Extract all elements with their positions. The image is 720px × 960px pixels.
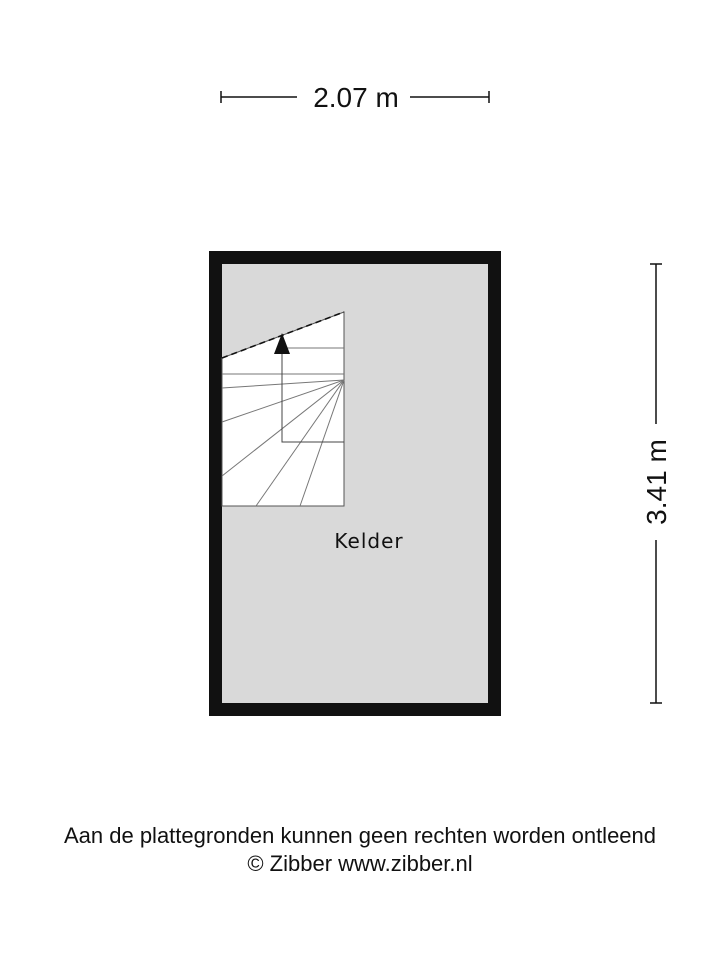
width-label: 2.07 m — [313, 82, 399, 113]
room-label: Kelder — [334, 529, 404, 553]
height-label: 3.41 m — [641, 439, 672, 525]
height-dimension — [641, 264, 672, 703]
width-dimension — [221, 82, 489, 113]
disclaimer-text: Aan de plattegronden kunnen geen rechten worden ontleend — [63, 823, 657, 848]
copyright-text: © Zibber www.zibber.nl — [247, 851, 473, 876]
